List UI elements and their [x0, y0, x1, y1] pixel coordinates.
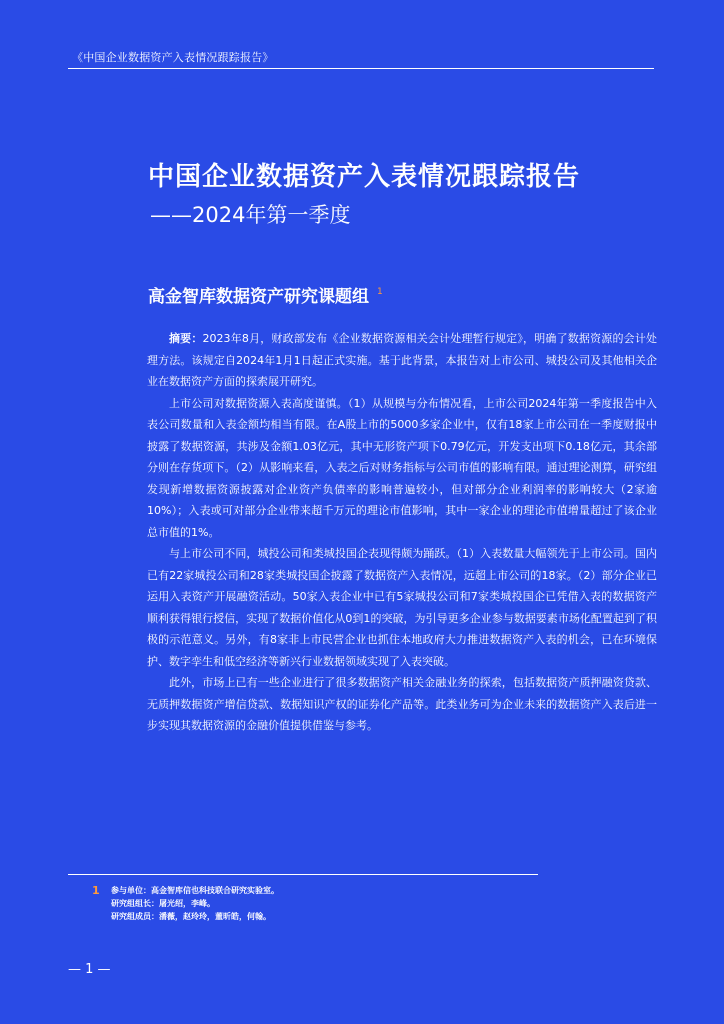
footnote-divider [68, 874, 538, 875]
abstract-text: 2023年8月，财政部发布《企业数据资源相关会计处理暂行规定》，明确了数据资源的会计处理方法。该规定自2024年1月1日起正式实施。基于此背景，本报告对上市公司、城投公司及其他相关企业在数据资产方面的探索展开研究。 [147, 332, 658, 388]
author-name: 高金智库数据资产研究课题组 [148, 287, 369, 307]
abstract-label: 摘要： [169, 332, 203, 345]
footnote-line: 研究组组长：屠光绍，李峰。 [111, 899, 215, 908]
author-line [148, 282, 383, 307]
running-header: 《中国企业数据资产入表情况跟踪报告》 [72, 51, 274, 64]
footnote-line: 研究组成员：潘薇，赵玲玲，董昕皓，何翰。 [111, 912, 271, 921]
body-paragraph: 此外，市场上已有一些企业进行了很多数据资产相关金融业务的探索，包括数据资产质押融资贷款、无质押数据资产增信贷款、数据知识产权的证券化产品等。此类业务可为企业未来的数据资产入表后进一步实现其数据资源的金融价值提供借鉴与参考。 [147, 676, 657, 732]
header-divider [68, 68, 654, 69]
footnote-number: 1 [92, 884, 100, 897]
report-body [147, 328, 657, 737]
body-paragraph: 与上市公司不同，城投公司和类城投国企表现得颇为踊跃。（1）入表数量大幅领先于上市公司。国内已有22家城投公司和28家类城投国企披露了数据资产入表情况，远超上市公司的18家。（2）部分企业已运用入表资产开展融资活动。50家入表企业中已有5家城投公司和7家类城投国企已凭借入表的数据资产顺利获得银行授信，实现了数据价值化从0到1的突破，为引导更多企业参与数据要素市场化配置起到了积极的示范意义。另外，有8家非上市民营企业也抓住本地政府大力推进数据资产入表的机会，已在环境保护、数字孪生和低空经济等新兴行业数据领域实现了入表突破。 [147, 547, 657, 668]
report-subtitle: ——2024年第一季度 [150, 203, 351, 227]
report-title: 中国企业数据资产入表情况跟踪报告 [148, 162, 581, 192]
footnote-marker: 1 [377, 287, 383, 297]
footnote-line: 参与单位：高金智库信也科技联合研究实验室。 [111, 886, 279, 895]
abstract-paragraph [147, 328, 657, 393]
page-number: — 1 — [68, 962, 111, 977]
body-paragraph: 上市公司对数据资源入表高度谨慎。（1）从规模与分布情况看，上市公司2024年第一季度报告中入表公司数量和入表金额均相当有限。在A股上市的5000多家企业中，仅有18家上市公司在一季度财报中披露了数据资源，共涉及金额1.03亿元，其中无形资产项下0.79亿元，开发支出项下0.18亿元，其余部分则在存货项下。（2）从影响来看，入表之后对财务指标与公司市值的影响有限。通过理论测算，研究组发现新增数据资源披露对企业资产负债率的影响普遍较小，但对部分企业利润率的影响较大（2家逾10%）；入表或可对部分企业带来超千万元的理论市值影响，其中一家企业的理论市值增量超过了该企业总市值的1%。 [147, 396, 657, 539]
footnote [111, 884, 279, 923]
